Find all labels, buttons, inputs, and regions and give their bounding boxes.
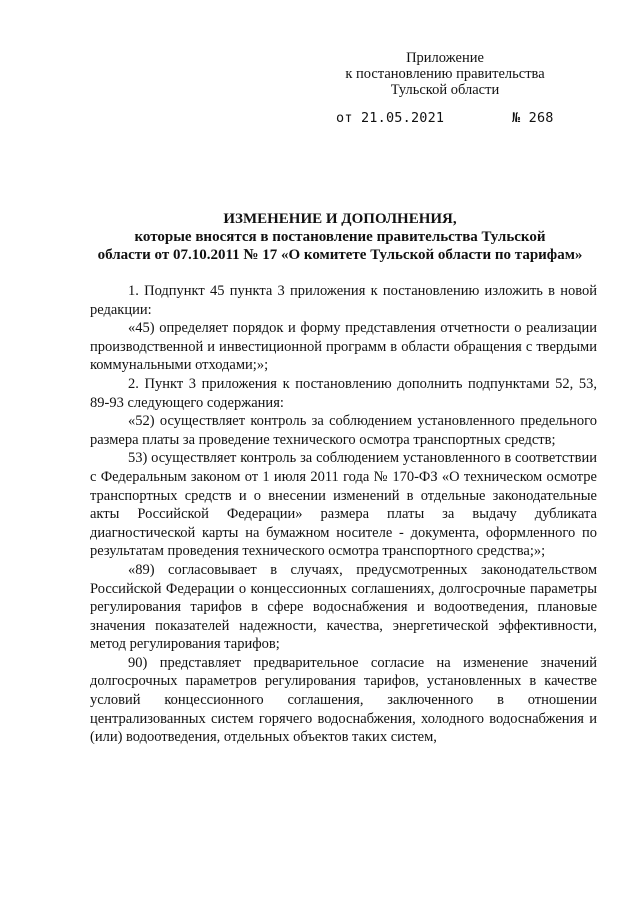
appendix-line: Приложение (406, 50, 484, 66)
title-line: которые вносятся в постановление правительства Тульской (134, 229, 546, 245)
date-prefix: от (336, 110, 353, 126)
document-number-block (512, 110, 554, 126)
paragraph: «89) согласовывает в случаях, предусмотренных законодательством Российской Федерации о концессионных соглашениях, долгосрочные параметры регулирования тарифов в сфере водоснабжения и водоотведения, плановые значения показателей надежности, качества, энергетической эффективности, метод регулирования тарифов; (90, 561, 597, 653)
date-number-line (336, 110, 554, 126)
appendix-line: к постановлению правительства (345, 66, 545, 82)
title-line: ИЗМЕНЕНИЕ И ДОПОЛНЕНИЯ, (223, 211, 457, 227)
document-number: 268 (528, 110, 554, 126)
paragraph: «45) определяет порядок и форму представления отчетности о реализации производственной и инвестиционной программ в области обращения с твердыми коммунальными отходами;»; (90, 320, 597, 374)
document-title (90, 210, 590, 264)
document-date: 21.05.2021 (360, 110, 445, 126)
number-prefix: № (512, 110, 521, 126)
title-line: области от 07.10.2011 № 17 «О комитете Тульской области по тарифам» (97, 247, 583, 263)
paragraph: 2. Пункт 3 приложения к постановлению дополнить подпунктами 52, 53, 89-93 следующего содержания: (90, 375, 597, 411)
appendix-line: Тульской области (390, 82, 500, 98)
document-body (90, 282, 597, 747)
paragraph: 90) представляет предварительное согласие на изменение значений долгосрочных параметров регулирования тарифов, установленных в качестве условий концессионного соглашения, заключенного в отношении централизованных систем горячего водоснабжения, холодного водоснабжения и (или) водоотведения, отдельных объектов таких систем, (90, 654, 597, 746)
paragraph: 53) осуществляет контроль за соблюдением установленного в соответствии с Федеральным законом от 1 июля 2011 года № 170-ФЗ «О техническом осмотре транспортных средств и о внесении изменений в отдельные законодательные акты Российской Федерации» размера платы за выдачу дубликата диагностической карты на бумажном носителе - документа, оформленного по результатам проведения технического осмотра транспортного средства;»; (90, 450, 597, 560)
paragraph: 1. Подпункт 45 пункта 3 приложения к постановлению изложить в новой редакции: (90, 283, 597, 318)
paragraph: «52) осуществляет контроль за соблюдением установленного предельного размера платы за проведение технического осмотра транспортных средств; (90, 413, 597, 448)
appendix-block (330, 50, 560, 98)
